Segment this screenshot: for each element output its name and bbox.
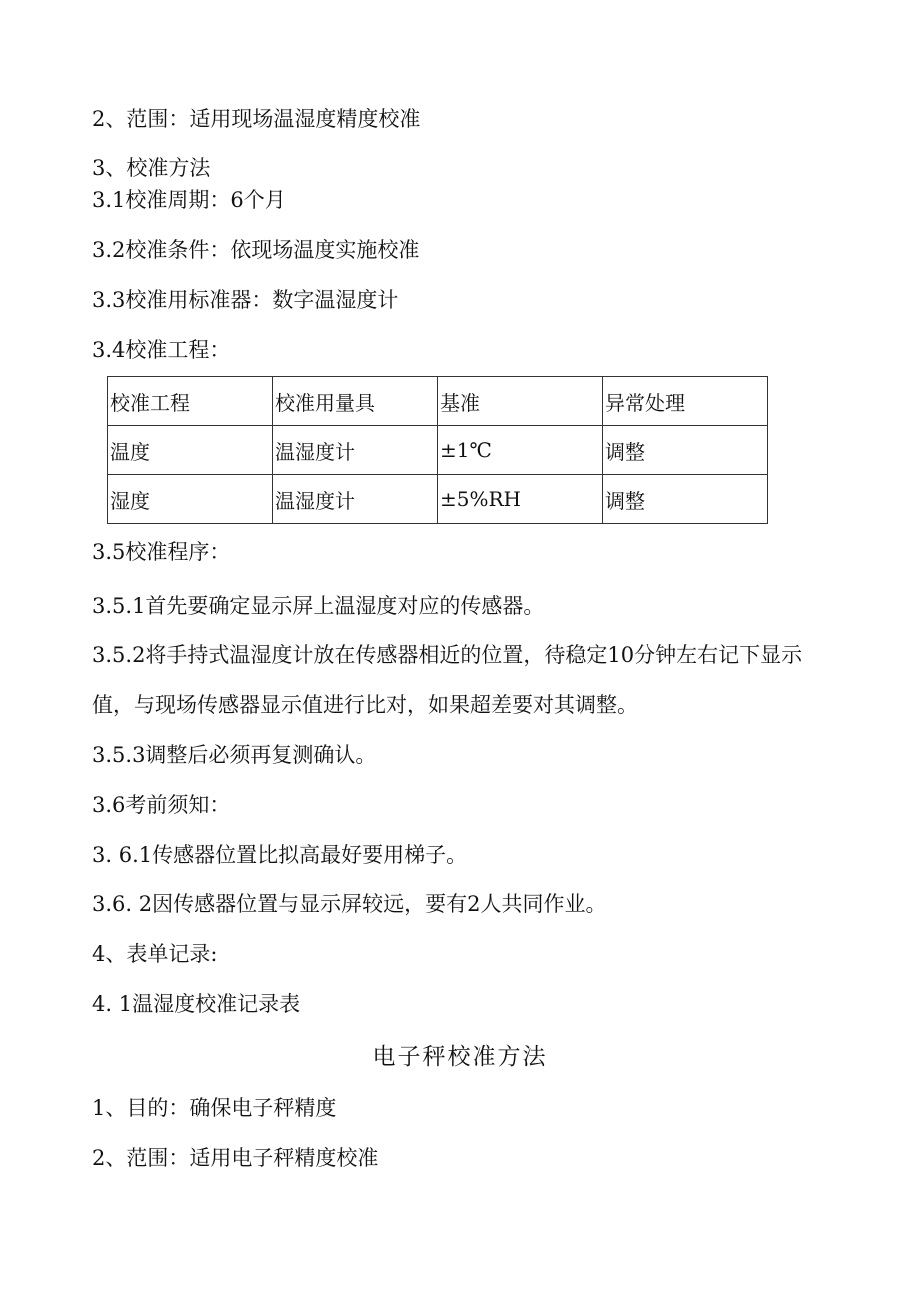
condition-line: 3.2校准条件：依现场温度实施校准 [92, 238, 420, 262]
table-row [108, 475, 768, 524]
procedure-step-1: 3.5.1首先要确定显示屏上温湿度对应的传感器。 [92, 594, 545, 618]
notes-heading: 3.6考前须知： [92, 793, 231, 817]
table-cell: ±1℃ [438, 426, 603, 475]
scope-line: 2、范围：适用现场温湿度精度校准 [92, 107, 421, 131]
table-header-row [108, 377, 768, 426]
table-cell: ±5%RH [438, 475, 603, 524]
section-title: 电子秤校准方法 [372, 1044, 548, 1070]
header-cell: 校准用量具 [273, 377, 438, 426]
procedure-step-3: 3.5.3调整后必须再复测确认。 [92, 743, 377, 767]
table-cell: 湿度 [108, 475, 273, 524]
table-row [108, 426, 768, 475]
procedure-step-2-cont: 值，与现场传感器显示值进行比对，如果超差要对其调整。 [92, 693, 638, 717]
header-cell: 校准工程 [108, 377, 273, 426]
method-heading: 3、校准方法 [92, 156, 211, 180]
table-cell: 温度 [108, 426, 273, 475]
record-item-1: 4. 1温湿度校准记录表 [92, 992, 301, 1016]
purpose-line: 1、目的：确保电子秤精度 [92, 1096, 337, 1120]
period-line: 3.1校准周期：6个月 [92, 188, 286, 212]
note-2: 3.6. 2因传感器位置与显示屏较远，要有2人共同作业。 [92, 892, 607, 916]
project-line: 3.4校准工程： [92, 338, 231, 362]
standard-line: 3.3校准用标准器：数字温湿度计 [92, 288, 399, 312]
note-1: 3. 6.1传感器位置比拟高最好要用梯子。 [92, 843, 468, 867]
table-cell: 温湿度计 [273, 475, 438, 524]
procedure-heading: 3.5校准程序： [92, 540, 231, 564]
scope-line-2: 2、范围：适用电子秤精度校准 [92, 1146, 379, 1170]
records-heading: 4、表单记录: [92, 942, 218, 966]
procedure-step-2: 3.5.2将手持式温湿度计放在传感器相近的位置，待稳定10分钟左右记下显示 [92, 643, 803, 667]
table-cell: 调整 [603, 475, 768, 524]
table-cell: 调整 [603, 426, 768, 475]
calibration-table [107, 376, 768, 524]
header-cell: 基准 [438, 377, 603, 426]
table-cell: 温湿度计 [273, 426, 438, 475]
header-cell: 异常处理 [603, 377, 768, 426]
